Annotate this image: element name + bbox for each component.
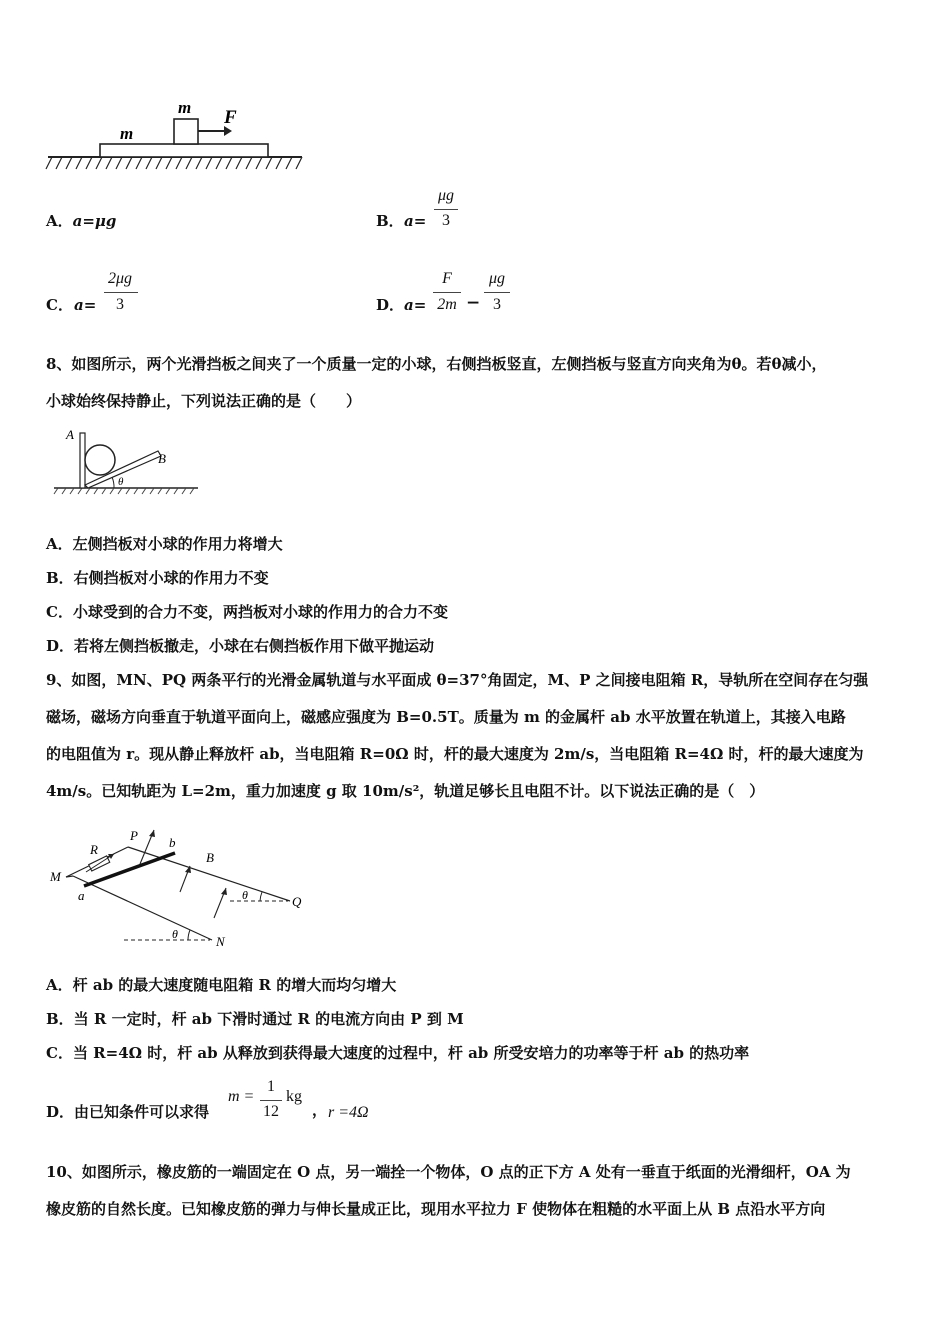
fraction-bar (484, 292, 510, 293)
q8-option-a: A．左侧挡板对小球的作用力将增大 (46, 535, 283, 553)
angle-arc-q (260, 892, 262, 901)
q9-stem-line1: 9、如图，MN、PQ 两条平行的光滑金属轨道与水平面成 θ=37°角固定，M、P 之间接电阻箱 R，导轨所在空间存在匀强 (46, 671, 869, 689)
fraction-denominator: 2m (437, 296, 457, 313)
separator: ， (312, 1101, 328, 1119)
ground-hatching (54, 488, 194, 494)
angle-arc (112, 477, 114, 488)
option-letter: B． (376, 212, 404, 230)
label-n: N (216, 934, 225, 949)
label-m: M (50, 869, 61, 884)
label-field-b: B (206, 850, 214, 865)
q7-option-a (46, 211, 116, 231)
label-b: B (158, 451, 166, 466)
resistance-value: r =4Ω (328, 1104, 369, 1121)
label-m-board: m (120, 124, 134, 143)
fraction-numerator: μg (437, 187, 455, 204)
fraction-denominator: 3 (442, 212, 450, 229)
q9-stem-line4: 4m/s。已知轨距为 L=2m，重力加速度 g 取 10m/s²，轨道足够长且电阻不计。以下说法正确的是（ ） (46, 782, 765, 800)
option-expr: a=μg (72, 212, 117, 230)
fraction-denominator: 12 (263, 1103, 279, 1120)
q7-figure (40, 95, 310, 180)
label-q: Q (292, 894, 302, 909)
option-lhs: a= (74, 296, 97, 314)
label-b-end: b (169, 835, 176, 850)
fraction-bar (260, 1100, 282, 1101)
minus-sign: − (466, 293, 481, 313)
angle-arc-n (188, 930, 190, 940)
q9-stem-line3: 的电阻值为 r。现从静止释放杆 ab，当电阻箱 R=0Ω 时，杆的最大速度为 2m/s，当电阻箱 R=4Ω 时，杆的最大速度为 (46, 745, 864, 763)
q8-option-b: B．右侧挡板对小球的作用力不变 (46, 569, 269, 587)
field-arrowheads (149, 830, 227, 895)
fraction-denominator: 3 (116, 296, 124, 313)
option-lhs: a= (404, 296, 427, 314)
fraction-numerator: 2μg (107, 270, 133, 287)
fraction-numerator: 1 (267, 1078, 275, 1095)
rod-ab (84, 853, 175, 886)
label-theta: θ (118, 476, 124, 488)
small-block (174, 119, 198, 144)
label-m-top: m (178, 98, 192, 117)
field-arrows (140, 830, 226, 918)
q7-option-c (46, 268, 166, 323)
option-letter: A． (46, 212, 73, 230)
q8-figure (50, 425, 210, 500)
fraction-denominator: 3 (493, 296, 501, 313)
option-letter: D． (376, 296, 405, 314)
fraction-bar (434, 209, 458, 210)
label-a-end: a (78, 888, 85, 903)
label-r: R (90, 842, 98, 857)
mass-lhs: m = (228, 1088, 255, 1105)
q7-option-d (376, 268, 536, 323)
q10-stem-line2: 橡皮筋的自然长度。已知橡皮筋的弹力与伸长量成正比，现用水平拉力 F 使物体在粗糙的水平面上从 B 点沿水平方向 (46, 1200, 826, 1218)
mass-unit: kg (286, 1088, 302, 1105)
long-board (100, 144, 268, 157)
q9-option-a: A．杆 ab 的最大速度随电阻箱 R 的增大而均匀增大 (46, 976, 397, 994)
q8-option-c: C．小球受到的合力不变，两挡板对小球的作用力的合力不变 (46, 603, 448, 621)
ball (85, 445, 115, 475)
label-p: P (130, 828, 138, 843)
fraction-bar (104, 292, 138, 293)
fraction-numerator: F (442, 270, 452, 287)
q8-stem-line2: 小球始终保持静止，下列说法正确的是（ ） (46, 392, 362, 410)
fraction-numerator: μg (488, 270, 506, 287)
q9-stem-line2: 磁场，磁场方向垂直于轨道平面向上，磁感应强度为 B=0.5T。质量为 m 的金属杆 ab 水平放置在轨道上，其接入电路 (46, 708, 846, 726)
q10-stem-line1: 10、如图所示，橡皮筋的一端固定在 O 点，另一端拴一个物体，O 点的正下方 A 处有一垂直于纸面的光滑细杆，OA 为 (46, 1163, 851, 1181)
label-theta-n: θ (172, 927, 178, 941)
q8-option-d: D．若将左侧挡板撤走，小球在右侧挡板作用下做平抛运动 (46, 637, 435, 655)
q8-stem-line1: 8、如图所示，两个光滑挡板之间夹了一个质量一定的小球，右侧挡板竖直，左侧挡板与竖直方向夹角为θ。若θ减小， (46, 355, 827, 373)
label-a: A (66, 427, 74, 442)
label-theta-q: θ (242, 888, 248, 902)
option-lhs: a= (404, 212, 427, 230)
option-letter: C． (46, 296, 73, 314)
q9-option-b: B．当 R 一定时，杆 ab 下滑时通过 R 的电流方向由 P 到 M (46, 1010, 464, 1028)
q7-option-b (376, 185, 496, 240)
q9-option-c: C．当 R=4Ω 时，杆 ab 从释放到获得最大速度的过程中，杆 ab 所受安培力的功率等于杆 ab 的热功率 (46, 1044, 750, 1062)
q9-option-d (46, 1078, 406, 1128)
ground-hatching (46, 157, 302, 169)
fraction-bar (433, 292, 461, 293)
label-force: F (224, 107, 237, 128)
q9-figure (44, 820, 344, 955)
option-text: D．由已知条件可以求得 (46, 1103, 210, 1121)
rail-mn (73, 876, 212, 940)
vertical-plate-a (80, 433, 85, 488)
